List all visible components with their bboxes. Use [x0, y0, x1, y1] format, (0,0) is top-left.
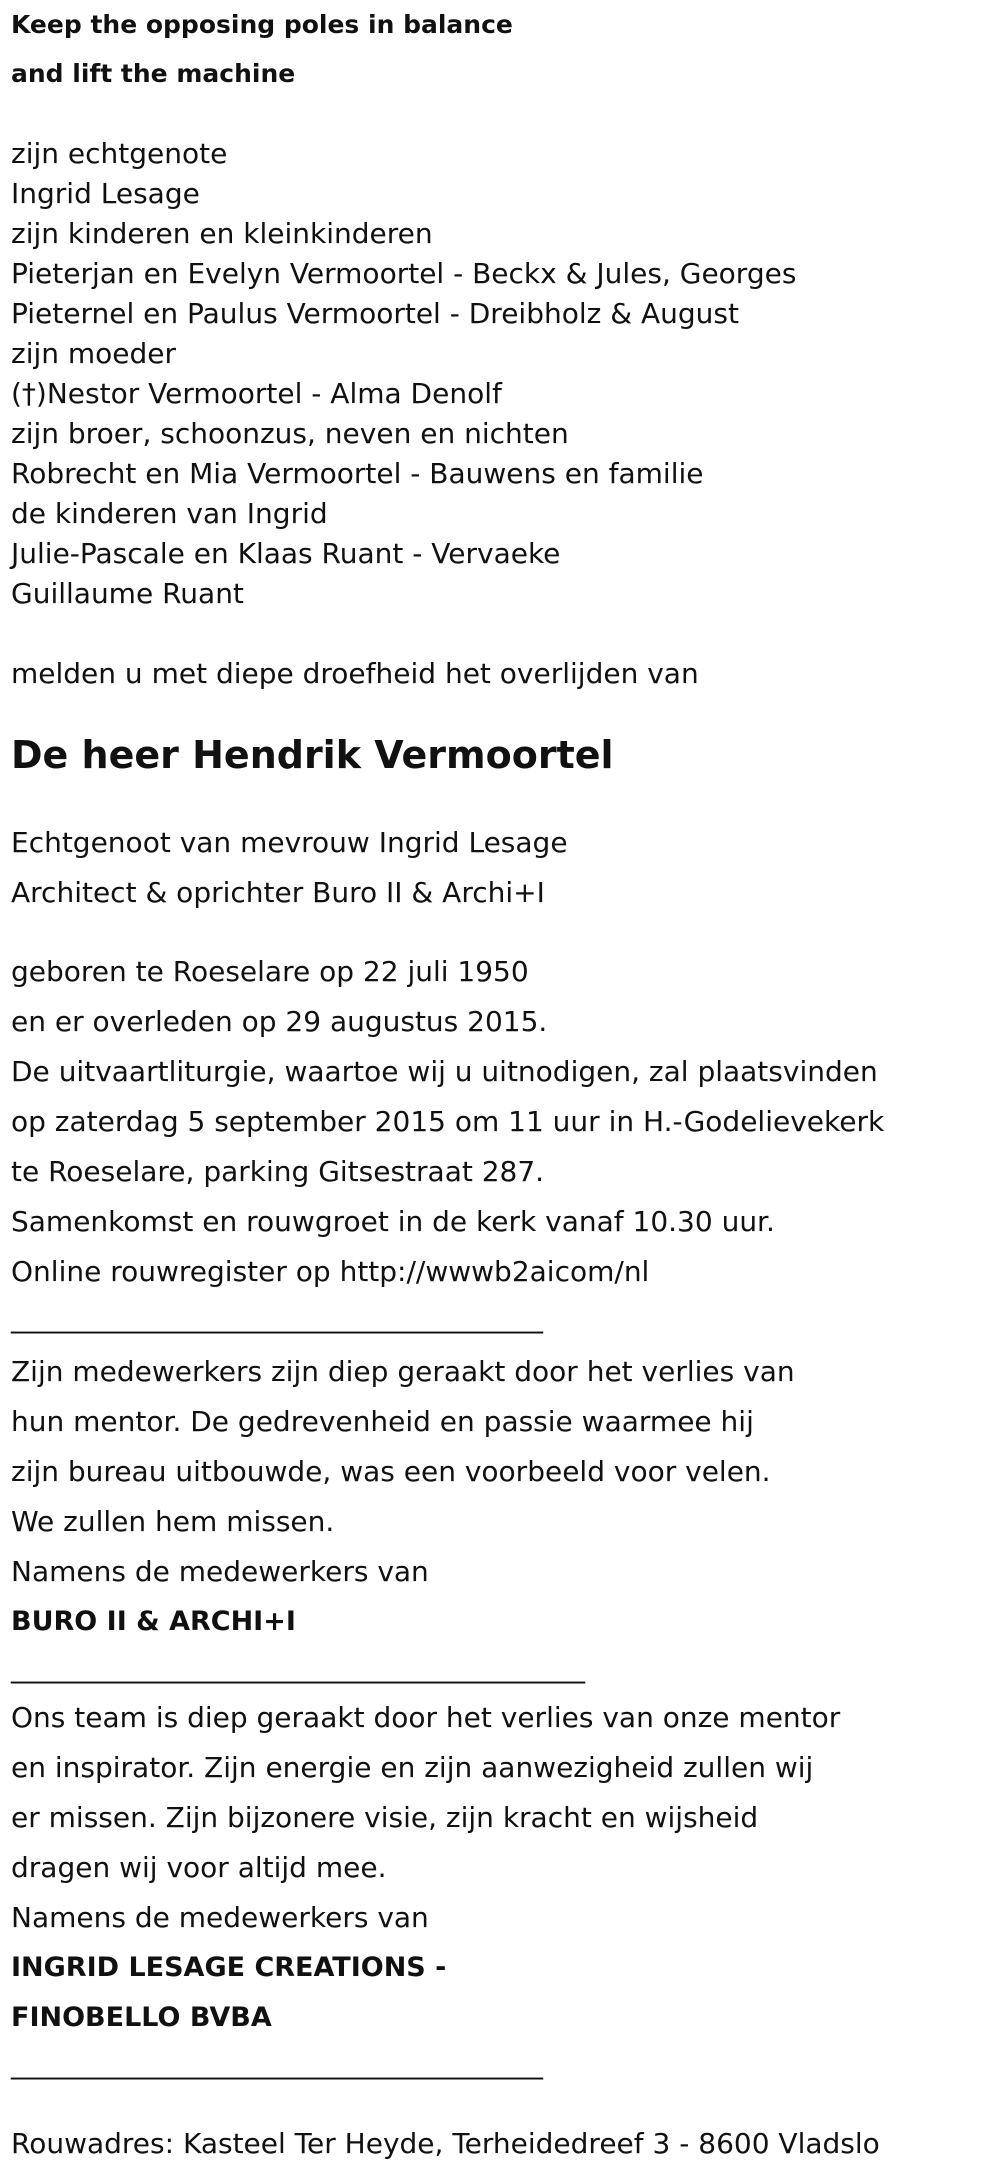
family-line: (†)Nestor Vermoortel - Alma Denolf: [11, 377, 502, 410]
funeral-address: Rouwadres: Kasteel Ter Heyde, Terheidedreef 3 - 8600 Vladslo: [11, 2127, 880, 2160]
family-line: Ingrid Lesage: [11, 177, 200, 210]
tribute-line: Namens de medewerkers van: [11, 1555, 429, 1588]
title-line: Echtgenoot van mevrouw Ingrid Lesage: [11, 826, 568, 859]
tribute-line: Ons team is diep geraakt door het verlies van onze mentor: [11, 1701, 841, 1734]
detail-line: geboren te Roeselare op 22 juli 1950: [11, 955, 529, 988]
family-line: zijn echtgenote: [11, 137, 228, 170]
detail-line: op zaterdag 5 september 2015 om 11 uur in H.-Godelievekerk: [11, 1105, 885, 1138]
tribute-line: zijn bureau uitbouwde, was een voorbeeld voor velen.: [11, 1455, 771, 1488]
separator: _________________________________________: [11, 1651, 585, 1684]
detail-line: te Roeselare, parking Gitsestraat 287.: [11, 1155, 545, 1188]
family-line: Guillaume Ruant: [11, 577, 244, 610]
tribute-company: BURO II & ARCHI+I: [11, 1606, 296, 1637]
title-line: Architect & oprichter Buro II & Archi+I: [11, 876, 545, 909]
tribute-company-line-1: INGRID LESAGE CREATIONS -: [11, 1952, 447, 1983]
motto-line-2: and lift the machine: [11, 59, 296, 88]
family-line: zijn moeder: [11, 337, 177, 370]
tribute-company-line-2: FINOBELLO BVBA: [11, 2002, 272, 2033]
family-line: Pieterjan en Evelyn Vermoortel - Beckx & Jules, Georges: [11, 257, 797, 290]
family-line: zijn kinderen en kleinkinderen: [11, 217, 433, 250]
family-line: Julie-Pascale en Klaas Ruant - Vervaeke: [11, 537, 561, 570]
detail-line: Samenkomst en rouwgroet in de kerk vanaf 10.30 uur.: [11, 1205, 775, 1238]
tribute-line: dragen wij voor altijd mee.: [11, 1851, 387, 1884]
family-line: de kinderen van Ingrid: [11, 497, 328, 530]
separator: ______________________________________: [11, 2047, 543, 2080]
separator: ______________________________________: [11, 1301, 543, 1334]
tribute-line: We zullen hem missen.: [11, 1505, 335, 1538]
detail-line: Online rouwregister op http://wwwb2aicom/nl: [11, 1255, 650, 1288]
detail-line: en er overleden op 29 augustus 2015.: [11, 1005, 548, 1038]
detail-line: De uitvaartliturgie, waartoe wij u uitnodigen, zal plaatsvinden: [11, 1055, 878, 1088]
deceased-name: De heer Hendrik Vermoortel: [11, 733, 614, 777]
announcement: melden u met diepe droefheid het overlijden van: [11, 657, 699, 690]
family-line: Pieternel en Paulus Vermoortel - Dreibholz & August: [11, 297, 739, 330]
tribute-line: er missen. Zijn bijzonere visie, zijn kracht en wijsheid: [11, 1801, 759, 1834]
motto-line-1: Keep the opposing poles in balance: [11, 10, 513, 39]
tribute-line: Zijn medewerkers zijn diep geraakt door het verlies van: [11, 1355, 795, 1388]
family-line: zijn broer, schoonzus, neven en nichten: [11, 417, 569, 450]
tribute-line: en inspirator. Zijn energie en zijn aanwezigheid zullen wij: [11, 1751, 814, 1784]
family-line: Robrecht en Mia Vermoortel - Bauwens en familie: [11, 457, 704, 490]
tribute-line: Namens de medewerkers van: [11, 1901, 429, 1934]
tribute-line: hun mentor. De gedrevenheid en passie waarmee hij: [11, 1405, 754, 1438]
